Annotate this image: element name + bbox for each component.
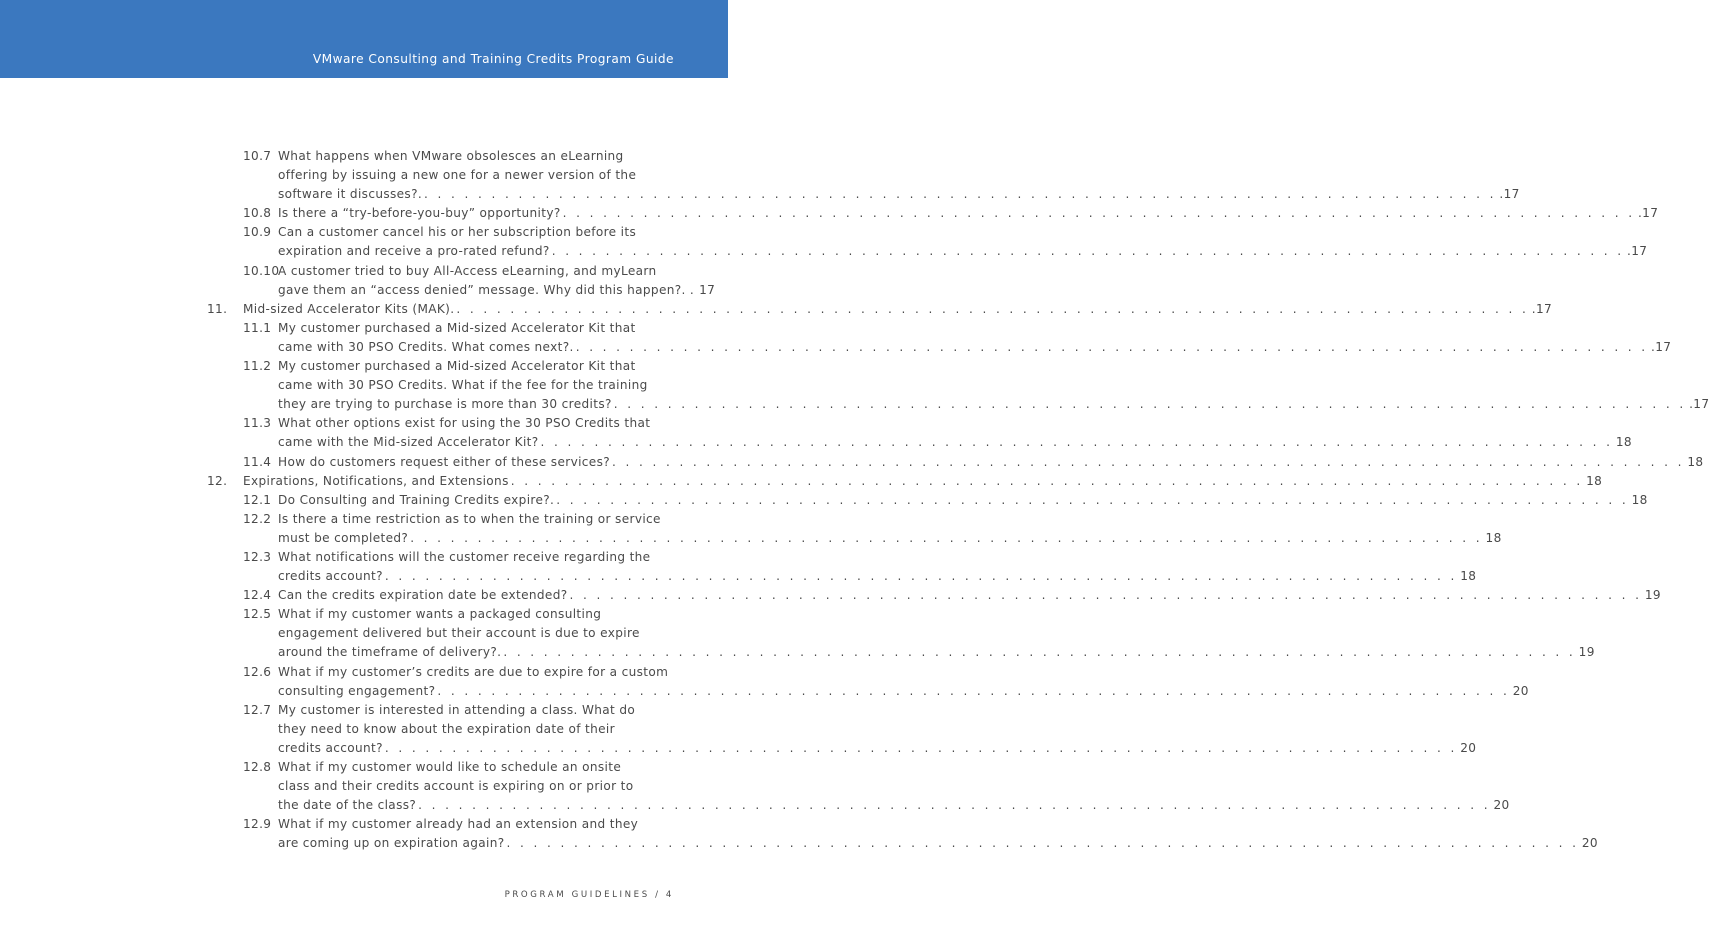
toc-entry[interactable] — [0, 510, 1502, 548]
toc-number: 12.7 — [243, 702, 272, 717]
toc-line — [0, 586, 1661, 605]
toc-line — [0, 204, 1659, 223]
toc-entry-text: What happens when VMware obsolesces an eLearning — [278, 149, 624, 163]
toc-entry-text: Can the credits expiration date be extended? — [278, 588, 568, 603]
toc-entry-text: software it discusses?. — [278, 187, 423, 202]
toc-entry[interactable] — [0, 453, 1704, 472]
toc-page-number: 18 — [1631, 492, 1648, 507]
dot-leader: . . . . . . . . . . . . . . . . . . . . . . . . . . . . . . . . . . . . . . . . . . . . . . . . . . . . . . . . . . . . . . . . . . . . . . . . . . . . . . . . — [556, 492, 1629, 507]
toc-entry-text: must be completed? — [278, 530, 409, 545]
dot-leader: . . . . . . . . . . . . . . . . . . . . . . . . . . . . . . . . . . . . . . . . . . . . . . . . . . . . . . . . . . . . . . . . . . . . . . . . . . . . . . . . — [562, 206, 1635, 221]
toc-entry-text: came with 30 PSO Credits. What comes next?. — [278, 339, 574, 354]
page-footer: PROGRAM GUIDELINES / 4 — [504, 890, 674, 900]
toc-entry[interactable] — [0, 605, 1595, 662]
toc-entry[interactable] — [0, 300, 1553, 319]
toc-number: 11.1 — [243, 320, 272, 335]
toc-number: 10.9 — [243, 225, 272, 240]
toc-entry[interactable] — [0, 147, 1520, 204]
toc-page-number: .17 — [1651, 339, 1672, 354]
toc-line — [0, 338, 1672, 357]
toc-entry-text: class and their credits account is expiring on or prior to — [278, 779, 634, 794]
toc-entry-text: What other options exist for using the 30 PSO Credits that — [278, 416, 651, 431]
toc-page-number: 19 — [1644, 588, 1661, 603]
toc-entry-text: What if my customer’s credits are due to expire for a custom — [278, 664, 669, 679]
dot-leader: . . . . . . . . . . . . . . . . . . . . . . . . . . . . . . . . . . . . . . . . . . . . . . . . . . . . . . . . . . . . . . . . . . . . . . . . . . . . . . . . — [384, 569, 1458, 584]
toc-line — [0, 223, 728, 242]
toc-entry[interactable] — [0, 491, 1648, 510]
toc-number: 10.10 — [243, 263, 280, 278]
toc-number: 12.6 — [243, 664, 272, 679]
toc-entry-text: credits account? — [278, 569, 383, 584]
toc-line — [0, 453, 1704, 472]
toc-entry-text: Is there a time restriction as to when the training or service — [278, 511, 661, 526]
toc-number: 12.1 — [243, 492, 272, 507]
dot-leader: . . . . . . . . . . . . . . . . . . . . . . . . . . . . . . . . . . . . . . . . . . . . . . . . . . . . . . . . . . . . . . . . . . . . . . . . . . . . . . . . — [437, 683, 1510, 698]
toc-number: 11. — [207, 301, 228, 316]
toc-number: 12.4 — [243, 588, 272, 603]
toc-entry-text: consulting engagement? — [278, 683, 436, 698]
dot-leader: . . . . . . . . . . . . . . . . . . . . . . . . . . . . . . . . . . . . . . . . . . . . . . . . . . . . . . . . . . . . . . . . . . . . . . . . . . . . . . . . — [418, 798, 1491, 813]
toc-line — [0, 663, 728, 682]
toc-entry-text: How do customers request either of these services? — [278, 454, 610, 469]
dot-leader: . . . . . . . . . . . . . . . . . . . . . . . . . . . . . . . . . . . . . . . . . . . . . . . . . . . . . . . . . . . . . . . . . . . . . . . . . . . . . . . . — [384, 740, 1458, 755]
toc-number: 12.8 — [243, 760, 272, 774]
toc-entry-text: came with the Mid-sized Accelerator Kit? — [278, 435, 539, 450]
toc-line — [0, 682, 1529, 701]
toc-page-number: 20 — [1460, 740, 1477, 755]
toc-line — [0, 796, 1510, 815]
toc-line — [0, 739, 1477, 758]
dot-leader: . . . . . . . . . . . . . . . . . . . . . . . . . . . . . . . . . . . . . . . . . . . . . . . . . . . . . . . . . . . . . . . . . . . . . . . . . . . . . . . . — [569, 588, 1642, 603]
toc-entry-text: My customer purchased a Mid-sized Accelerator Kit that — [278, 320, 636, 335]
toc-page-number: 18 — [1460, 569, 1477, 584]
dot-leader: . . . . . . . . . . . . . . . . . . . . . . . . . . . . . . . . . . . . . . . . . . . . . . . . . . . . . . . . . . . . . . . . . . . . . . . . . . . . . . . . — [456, 301, 1529, 316]
toc-line — [0, 567, 1477, 586]
toc-number: 12. — [207, 473, 228, 488]
toc-entry[interactable] — [0, 548, 1477, 586]
table-of-contents — [0, 147, 1709, 853]
toc-line — [0, 605, 728, 624]
toc-line — [0, 643, 1595, 662]
toc-line — [0, 395, 1709, 414]
toc-page-number: 18 — [1586, 473, 1603, 488]
toc-entry-text: A customer tried to buy All-Access eLearning, and myLearn — [278, 263, 657, 278]
dot-leader: . . . . . . . . . . . . . . . . . . . . . . . . . . . . . . . . . . . . . . . . . . . . . . . . . . . . . . . . . . . . . . . . . . . . . . . . . . . . . . . . — [506, 836, 1579, 851]
toc-number: 12.2 — [243, 511, 272, 526]
toc-entry-text: are coming up on expiration again? — [278, 836, 505, 851]
toc-line — [0, 510, 728, 529]
toc-entry-text: gave them an “access denied” message. Why did this happen?. . — [278, 282, 695, 297]
toc-page-number: .17 — [1627, 244, 1648, 259]
toc-entry-text: Expirations, Notifications, and Extensions — [243, 473, 509, 488]
toc-line — [0, 166, 728, 185]
toc-entry-text: Is there a “try-before-you-buy” opportunity? — [278, 206, 561, 221]
toc-number: 12.5 — [243, 607, 272, 622]
dot-leader: . . . . . . . . . . . . . . . . . . . . . . . . . . . . . . . . . . . . . . . . . . . . . . . . . . . . . . . . . . . . . . . . . . . . . . . . . . . . . . . . — [510, 473, 1584, 488]
toc-entry-text: the date of the class? — [278, 798, 417, 813]
dot-leader: . . . . . . . . . . . . . . . . . . . . . . . . . . . . . . . . . . . . . . . . . . . . . . . . . . . . . . . . . . . . . . . . . . . . . . . . . . . . . . . . — [575, 339, 1649, 354]
toc-entry-text: Can a customer cancel his or her subscription before its — [278, 225, 637, 240]
toc-page-number: 20 — [1512, 683, 1529, 698]
toc-line — [0, 433, 1632, 452]
toc-line — [0, 262, 728, 281]
toc-line — [0, 529, 1502, 548]
toc-number: 10.7 — [243, 149, 272, 163]
toc-entry-text: offering by issuing a new one for a newer version of the — [278, 168, 637, 183]
toc-page-number: .17 — [1531, 301, 1553, 316]
toc-entry[interactable] — [0, 319, 1672, 357]
toc-page-number: 17 — [699, 282, 716, 297]
toc-line — [0, 357, 728, 376]
toc-line — [0, 777, 728, 796]
toc-entry[interactable] — [0, 223, 1648, 261]
toc-page-number: 19 — [1578, 645, 1595, 660]
toc-page-number: 18 — [1687, 454, 1704, 469]
toc-entry-text: came with 30 PSO Credits. What if the fee for the training — [278, 378, 648, 393]
toc-line — [0, 319, 728, 338]
dot-leader: . . . . . . . . . . . . . . . . . . . . . . . . . . . . . . . . . . . . . . . . . . . . . . . . . . . . . . . . . . . . . . . . . . . . . . . . . . . . . . . . — [540, 435, 1613, 450]
toc-line — [0, 701, 728, 720]
toc-entry-text: expiration and receive a pro-rated refund? — [278, 244, 550, 259]
toc-entry[interactable] — [0, 414, 1632, 452]
toc-entry[interactable] — [0, 204, 1659, 223]
dot-leader: . . . . . . . . . . . . . . . . . . . . . . . . . . . . . . . . . . . . . . . . . . . . . . . . . . . . . . . . . . . . . . . . . . . . . . . . . . . . . . . . — [503, 645, 1576, 660]
toc-line — [0, 815, 728, 834]
toc-page-number: 18 — [1485, 530, 1502, 545]
toc-line — [0, 376, 728, 395]
toc-page-number: 18 — [1615, 435, 1632, 450]
toc-entry[interactable] — [0, 815, 1598, 853]
document-title: VMware Consulting and Training Credits Program Guide — [312, 52, 674, 66]
toc-line — [0, 242, 1648, 261]
toc-line — [0, 281, 728, 300]
toc-line — [0, 185, 1520, 204]
page-header — [0, 0, 728, 78]
toc-entry[interactable] — [0, 701, 1477, 758]
toc-entry-text: What if my customer already had an extension and they — [278, 817, 639, 832]
dot-leader: . . . . . . . . . . . . . . . . . . . . . . . . . . . . . . . . . . . . . . . . . . . . . . . . . . . . . . . . . . . . . . . . . . . . . . . . . . . . . . . . — [424, 187, 1497, 202]
toc-line — [0, 624, 728, 643]
toc-number: 11.4 — [243, 454, 272, 469]
toc-line — [0, 147, 728, 166]
toc-entry[interactable] — [0, 357, 1709, 414]
toc-entry-text: My customer is interested in attending a class. What do — [278, 702, 636, 717]
toc-entry-text: What if my customer wants a packaged consulting — [278, 607, 602, 622]
toc-page-number: 20 — [1581, 836, 1598, 851]
dot-leader: . . . . . . . . . . . . . . . . . . . . . . . . . . . . . . . . . . . . . . . . . . . . . . . . . . . . . . . . . . . . . . . . . . . . . . . . . . . . . . . . — [612, 454, 1685, 469]
toc-entry-text: What notifications will the customer receive regarding the — [278, 549, 651, 564]
toc-number: 11.3 — [243, 416, 272, 431]
toc-number: 11.2 — [243, 359, 272, 374]
dot-leader: . . . . . . . . . . . . . . . . . . . . . . . . . . . . . . . . . . . . . . . . . . . . . . . . . . . . . . . . . . . . . . . . . . . . . . . . . . . . . . . . — [613, 397, 1687, 412]
toc-entry-text: My customer purchased a Mid-sized Accelerator Kit that — [278, 359, 636, 374]
toc-entry[interactable] — [0, 663, 1529, 701]
toc-line — [0, 834, 1598, 853]
toc-entry[interactable] — [0, 586, 1661, 605]
toc-entry-text: they are trying to purchase is more than 30 credits? — [278, 397, 612, 412]
toc-line — [0, 758, 728, 777]
toc-page-number: 20 — [1493, 798, 1510, 813]
toc-page-number: .17 — [1499, 187, 1520, 202]
toc-entry-text: engagement delivered but their account is due to expire — [278, 626, 640, 641]
toc-entry-text: What if my customer would like to schedule an onsite — [278, 760, 622, 774]
toc-page-number: .17 — [1637, 206, 1659, 221]
toc-line — [0, 720, 728, 739]
toc-line — [0, 414, 728, 433]
dot-leader: . . . . . . . . . . . . . . . . . . . . . . . . . . . . . . . . . . . . . . . . . . . . . . . . . . . . . . . . . . . . . . . . . . . . . . . . . . . . . . . . — [410, 530, 1483, 545]
dot-leader: . . . . . . . . . . . . . . . . . . . . . . . . . . . . . . . . . . . . . . . . . . . . . . . . . . . . . . . . . . . . . . . . . . . . . . . . . . . . . . . . — [551, 244, 1625, 259]
toc-entry[interactable] — [0, 472, 1603, 491]
toc-entry-text: Do Consulting and Training Credits expire?. — [278, 492, 555, 507]
toc-entry[interactable] — [0, 262, 728, 300]
toc-number: 10.8 — [243, 206, 272, 221]
toc-line — [0, 491, 1648, 510]
toc-number: 12.9 — [243, 817, 272, 832]
toc-entry-text: Mid-sized Accelerator Kits (MAK). — [243, 301, 455, 316]
toc-entry[interactable] — [0, 758, 1510, 815]
toc-entry-text: they need to know about the expiration date of their — [278, 721, 615, 736]
toc-line — [0, 472, 1603, 491]
toc-line — [0, 548, 728, 567]
toc-entry-text: credits account? — [278, 740, 383, 755]
toc-number: 12.3 — [243, 549, 272, 564]
toc-line — [0, 300, 1553, 319]
toc-page-number: .17 — [1689, 397, 1709, 412]
toc-entry-text: around the timeframe of delivery?. — [278, 645, 502, 660]
